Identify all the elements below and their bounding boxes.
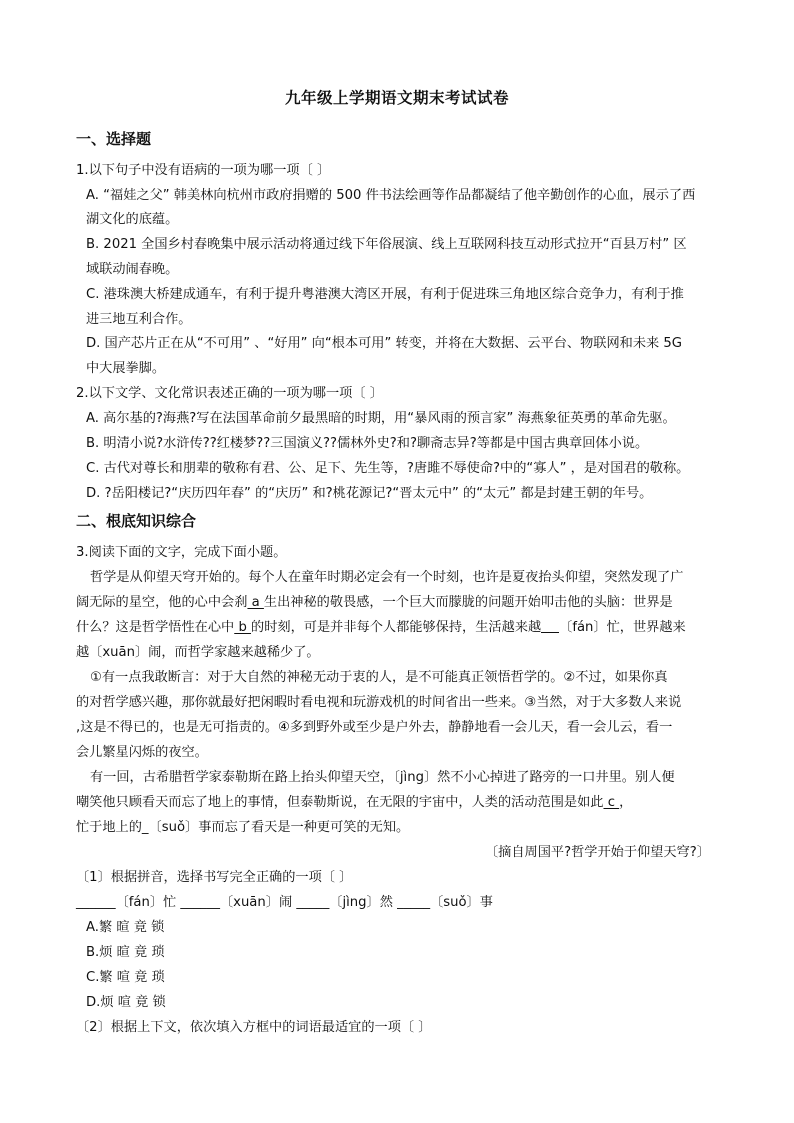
q2-option-b: B. 明清小说?水浒传??红楼梦??三国演义??儒林外史?和?聊斋志异?等都是中国古典章回体小说。: [86, 436, 649, 451]
passage-text: 嘲笑他只顾看天而忘了地上的事情，但泰勒斯说，在无限的宇宙中，人类的活动范围是如此: [76, 795, 604, 810]
q3-sub1-option-b: B.烦 暄 竟 琐: [86, 945, 165, 960]
passage-p2-line3: ,这是不得已的，也是无可指责的。④多到野外或至少是户外去，静静地看一会儿天，看一会儿云，看一: [76, 720, 673, 735]
passage-text: ，: [619, 795, 633, 810]
q3-sub2-stem: 〔2〕根据上下文，依次填入方框中的词语最适宜的一项〔 〕: [76, 1020, 432, 1035]
blank-fan: [541, 618, 559, 633]
passage-p1-line1: 哲学是从仰望天穹开始的。每个人在童年时期必定会有一个时刻，也许是夏夜抬头仰望，突然发现了广: [90, 570, 684, 585]
q3-sub1-option-d: D.烦 喧 竟 锁: [86, 995, 166, 1010]
q1-option-b-line2: 域联动闹春晚。: [86, 262, 179, 277]
passage-text: 什么？这是哲学悟性在心中: [76, 620, 235, 635]
passage-p1-line4: 越〔xuān〕闹，而哲学家越来越稀少了。: [76, 645, 320, 660]
blank-a: a: [247, 595, 264, 610]
q1-stem: 1.以下句子中没有语病的一项为哪一项〔 〕: [76, 163, 331, 178]
blank-b: b: [234, 620, 252, 635]
passage-p1-line2: [76, 593, 673, 613]
q3-stem: 3.阅读下面的文字，完成下面小题。: [76, 545, 287, 560]
q3-sub1-option-a: A.繁 暄 竟 锁: [86, 920, 165, 935]
q1-option-c-line2: 进三地互利合作。: [86, 312, 192, 327]
passage-text: 的时刻，可是并非每个人都能够保持，生活越来越: [251, 620, 542, 635]
section-heading-basics: 二、根底知识综合: [76, 512, 197, 530]
q1-option-d-line2: 中大展拳脚。: [86, 361, 166, 376]
passage-text: 〔fán〕忙，世界越来: [559, 620, 686, 635]
q1-option-c-line1: C. 港珠澳大桥建成通车，有利于提升粤港澳大湾区开展，有利于促进珠三角地区综合竞争力，有利于推: [86, 287, 684, 302]
passage-p3-line1: 有一回，古希腊哲学家泰勒斯在路上抬头仰望天空，〔jìng〕然不小心掉进了路旁的一口井里。别人便: [90, 770, 675, 785]
q2-option-a: A. 高尔基的?海燕?写在法国革命前夕最黑暗的时期，用“暴风雨的预言家” 海燕象征英勇的革命先驱。: [86, 411, 676, 426]
q2-option-c: C. 古代对尊长和朋辈的敬称有君、公、足下、先生等，?唐雎不辱使命?中的“寡人” ，是对国君的敬称。: [86, 461, 690, 476]
section-heading-choice: 一、选择题: [76, 130, 152, 148]
q1-option-d-line1: D. 国产芯片正在从“不可用” 、“好用” 向“根本可用” 转变，并将在大数据、云平台、物联网和未来 5G: [86, 336, 683, 351]
q1-option-a-line1: A. “福娃之父” 韩美林向杭州市政府捐赠的 500 件书法绘画等作品都凝结了他辛勤创作的心血，展示了西: [86, 188, 696, 203]
passage-p3-line2: [76, 793, 632, 813]
passage-source: 〔摘自周国平?哲学开始于仰望天穹?〕: [485, 845, 710, 860]
passage-p2-line1: ①有一点我敢断言：对于大自然的神秘无动于衷的人，是不可能真正领悟哲学的。②不过，如果你真: [90, 670, 668, 685]
passage-p3-line3: 忙于地上的_〔suǒ〕事而忘了看天是一种更可笑的无知。: [76, 820, 410, 835]
passage-p2-line4: 会儿繁星闪烁的夜空。: [76, 745, 208, 760]
passage-p1-line3: [76, 618, 686, 638]
q3-sub1-pinyin-blanks: ______〔fán〕忙 ______〔xuān〕闹 _____〔jìng〕然 _____〔suǒ〕事: [76, 895, 493, 910]
passage-text: 生出神秘的敬畏感，一个巨大而朦胧的问题开始叩击他的头脑：世界是: [263, 595, 673, 610]
blank-c: c: [603, 795, 620, 810]
q3-sub1-stem: 〔1〕根据拼音，选择书写完全正确的一项〔 〕: [76, 870, 353, 885]
q2-stem: 2.以下文学、文化常识表述正确的一项为哪一项〔 〕: [76, 386, 383, 401]
page-title: 九年级上学期语文期末考试试卷: [284, 89, 509, 107]
q3-sub1-option-c: C.繁 喧 竟 琐: [86, 970, 165, 985]
q2-option-d: D. ?岳阳楼记?“庆历四年春” 的“庆历” 和?桃花源记?“晋太元中” 的“太元” 都是封建王朝的年号。: [86, 486, 653, 501]
q1-option-a-line2: 湖文化的底蕴。: [86, 212, 179, 227]
q1-option-b-line1: B. 2021 全国乡村春晚集中展示活动将通过线下年俗展演、线上互联网科技互动形式拉开“百县万村” 区: [86, 237, 687, 252]
passage-text: 阔无际的星空，他的心中会刹: [76, 595, 248, 610]
passage-p2-line2: 的对哲学感兴趣，那你就最好把闲暇时看电视和玩游戏机的时间省出一些来。③当然，对于大多数人来说: [76, 695, 682, 710]
